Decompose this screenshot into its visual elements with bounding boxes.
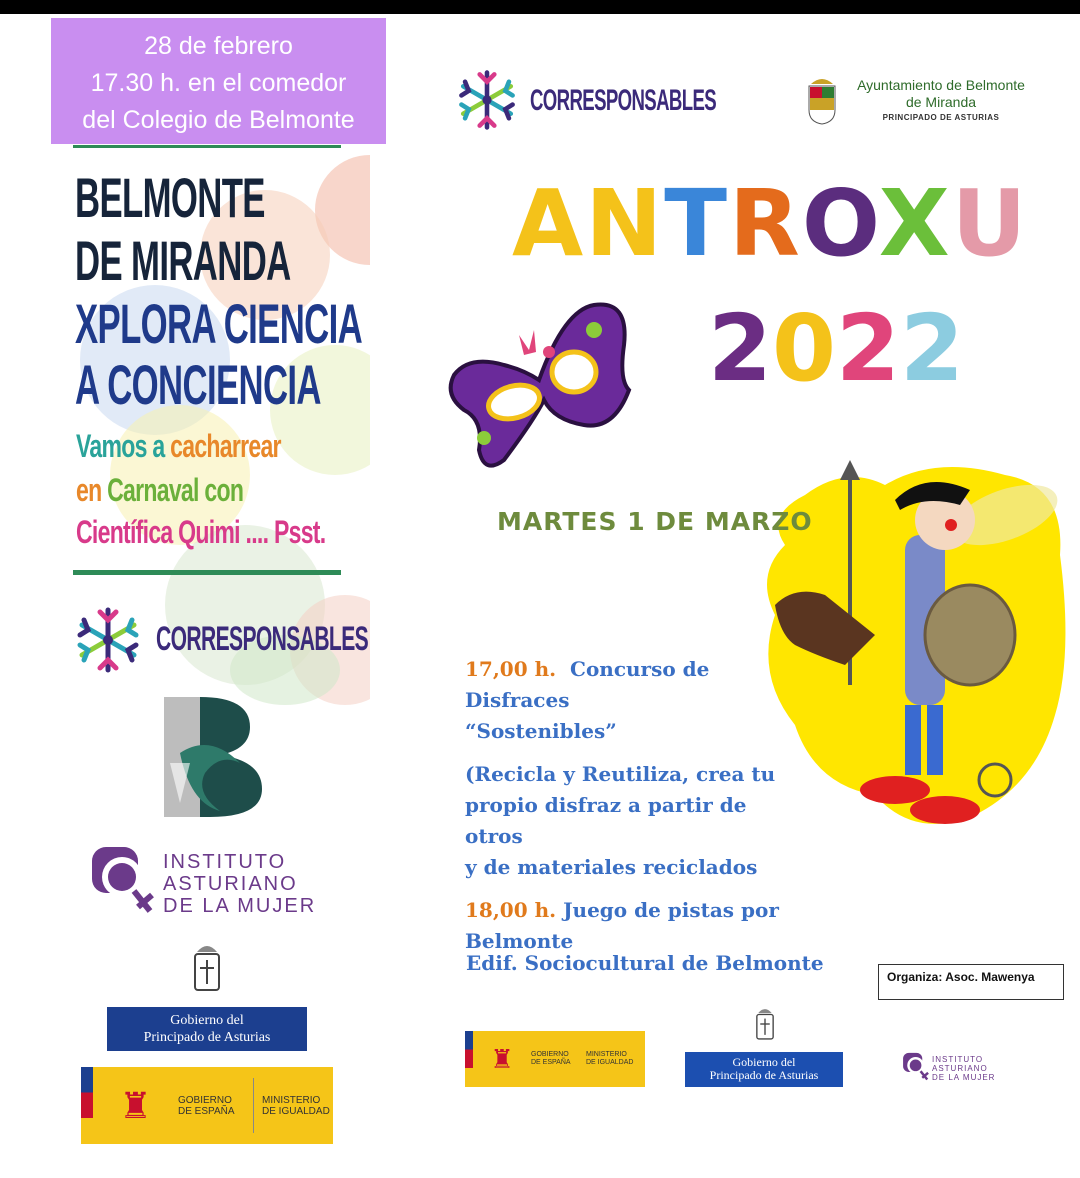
ministerio-line2: DE IGUALDAD [262, 1105, 330, 1117]
year-digit: 0 [772, 295, 837, 402]
event-1: Concurso de Disfraces [465, 657, 710, 712]
venue: Edif. Sociocultural de Belmonte [466, 951, 824, 975]
title-letter: X [878, 170, 952, 277]
event-1-line2: “Sostenibles” [465, 719, 617, 743]
year-digit: 2 [836, 295, 901, 402]
time-1: 17,00 h. [465, 657, 557, 681]
ayuntamiento-line1: Ayuntamiento de Belmonte [857, 77, 1025, 93]
snowflake-icon [455, 68, 519, 132]
event-2-line2: Belmonte [465, 929, 574, 953]
top-bar [0, 0, 1080, 14]
divider-top [73, 145, 341, 148]
subtitle-con: con [198, 472, 244, 508]
title-letter: R [728, 170, 802, 277]
time-2: 18,00 h. [465, 898, 557, 922]
ministerio-label-right [586, 1051, 633, 1067]
event-2: Juego de pistas por [563, 898, 779, 922]
ministerio-igualdad-label [262, 1095, 330, 1117]
gobierno-asturias-right [685, 1052, 843, 1087]
program-item-2 [465, 895, 805, 926]
ayuntamiento-coat-of-arms-icon [807, 76, 837, 131]
event-time: 17.30 h. en el comedor [90, 69, 347, 97]
separator [253, 1078, 254, 1133]
title-letter: U [951, 170, 1029, 277]
year-title [708, 295, 964, 402]
ministerio-line1: MINISTERIO [262, 1094, 321, 1106]
organizer-box: Organiza: Asoc. Mawenya [878, 964, 1064, 1000]
instituto-line2: ASTURIANO [163, 873, 298, 895]
event-info-box [51, 18, 386, 144]
subtitle-en: en [76, 472, 108, 508]
instituto-logo-left [90, 845, 156, 922]
ayuntamiento-line3: PRINCIPADO DE ASTURIAS [882, 113, 1000, 122]
gob-espana-line1: GOBIERNO [531, 1051, 569, 1058]
gob-espana-line2: DE ESPAÑA [531, 1059, 571, 1066]
corresponsables-logo-left [73, 605, 143, 680]
female-symbol-icon [90, 845, 156, 917]
note-line2: propio disfraz a partir de otros [465, 793, 747, 848]
spain-coat-of-arms-icon: ♜ [490, 1043, 514, 1074]
note-line1: (Recicla y Reutiliza, crea tu [465, 762, 776, 786]
asturias-emblem-left [192, 940, 222, 1001]
divider-bottom [73, 570, 341, 575]
snowflake-icon [73, 605, 143, 675]
program-item-1 [465, 654, 805, 716]
left-subtitle-line2 [76, 472, 243, 509]
gobierno-espana-right [465, 1031, 645, 1087]
title-letter: O [801, 170, 879, 277]
instituto-line2: ASTURIANO [932, 1064, 988, 1073]
gobierno-asturias-line1: Gobierno del [732, 1055, 796, 1069]
carnival-mask-icon [444, 300, 634, 480]
asturias-emblem-right [754, 1005, 776, 1048]
subtitle-carnaval: Carnaval [107, 472, 199, 508]
corresponsables-label-right: CORRESPONSABLES [530, 84, 717, 117]
flag-stripe [81, 1067, 93, 1144]
ministerio-line2: DE IGUALDAD [586, 1059, 634, 1066]
left-subtitle-line1 [76, 428, 281, 465]
ayuntamiento-line2: de Miranda [905, 94, 977, 110]
instituto-logo-right [902, 1052, 930, 1087]
title-letter: T [664, 170, 729, 277]
gobierno-asturias-line1: Gobierno del [170, 1013, 244, 1028]
gobierno-espana-label [178, 1095, 253, 1117]
antroxu-title [512, 170, 1028, 277]
left-title-line3: XPLORA CIENCIA [75, 292, 363, 355]
gobierno-espana-label-right [531, 1051, 586, 1067]
gobierno-asturias-line2: Principado de Asturias [143, 1030, 271, 1045]
event-place: del Colegio de Belmonte [82, 106, 355, 134]
program [465, 654, 805, 957]
gobierno-espana-left [81, 1067, 333, 1144]
ministerio-line1: MINISTERIO [586, 1051, 627, 1058]
event-date: 28 de febrero [144, 32, 293, 60]
left-title-line1: BELMONTE [75, 166, 265, 229]
female-symbol-icon [902, 1052, 930, 1082]
spain-coat-of-arms-icon: ♜ [119, 1084, 152, 1126]
gobierno-asturias-left [107, 1007, 307, 1051]
instituto-line3: DE LA MUJER [163, 895, 317, 917]
flag-stripe [465, 1031, 473, 1087]
corresponsables-label-left: CORRESPONSABLES [156, 620, 369, 658]
belmonte-b-logo [150, 693, 265, 826]
instituto-line1: INSTITUTO [163, 851, 287, 873]
subtitle-vamos: Vamos a [76, 428, 171, 464]
left-title-line4: A CONCIENCIA [75, 353, 321, 416]
corresponsables-logo-right [455, 68, 519, 137]
title-letter: N [585, 170, 665, 277]
note-line3: y de materiales reciclados [465, 855, 758, 879]
left-subtitle-line3: Científica Quimi .... Psst. [76, 514, 326, 550]
gobierno-asturias-line2: Principado de Asturias [709, 1068, 819, 1082]
instituto-line3: DE LA MUJER [932, 1073, 996, 1082]
year-digit: 2 [900, 295, 965, 402]
instituto-line1: INSTITUTO [932, 1055, 984, 1064]
gob-espana-line1: GOBIERNO [178, 1094, 232, 1106]
gob-espana-line2: DE ESPAÑA [178, 1105, 235, 1117]
event-date-martes: MARTES 1 DE MARZO [497, 507, 813, 536]
left-title-line2: DE MIRANDA [75, 229, 291, 292]
instituto-text-left [163, 851, 316, 917]
title-letter: A [512, 170, 586, 277]
instituto-text-right [932, 1055, 995, 1082]
year-digit: 2 [708, 295, 773, 402]
ayuntamiento-text [848, 77, 1034, 122]
subtitle-cacharrear: cacharrear [170, 428, 281, 464]
